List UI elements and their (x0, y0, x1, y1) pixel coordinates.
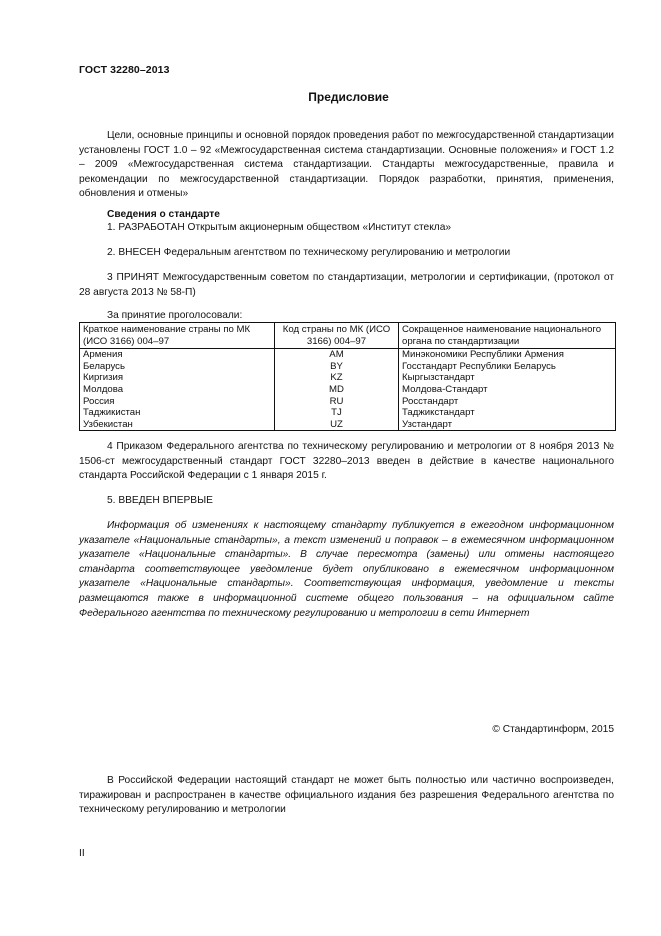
voting-countries-table (79, 322, 616, 431)
country-name: Киргизия (80, 372, 275, 384)
country-code: RU (275, 396, 399, 408)
page-number: II (79, 848, 85, 859)
table-row (80, 396, 616, 408)
intro-paragraph: Цели, основные принципы и основной порядок проведения работ по межгосударственной стандартизации установлены ГОСТ 1.0 – 92 «Межгосударственная система стандартизации. Основные положения» и ГОСТ 1.2 – 2009 «Межгосударственная система стандартизации. Стандарты межгосударственные, правила и рекомендации по межгосударственной стандартизации. Порядок разработки, принятия, применения, обновления и отмены» (79, 130, 614, 200)
header-country-name: Краткое наименование страны по МК (ИСО 3166) 004–97 (80, 323, 275, 349)
legal-notice: В Российской Федерации настоящий стандарт не может быть полностью или частично воспроизведен, тиражирован и распространен в качестве официального издания без разрешения Федерального агентства по техническому регулированию и метрологии (79, 775, 614, 816)
page-title (0, 90, 661, 104)
national-body: Госстандарт Республики Беларусь (399, 361, 616, 373)
document-code: ГОСТ 32280–2013 (79, 64, 170, 76)
table-row (80, 372, 616, 384)
item-developed: 1. РАЗРАБОТАН Открытым акционерным обществом «Институт стекла» (107, 222, 452, 233)
table-row (80, 361, 616, 373)
copyright-notice: © Стандартинформ, 2015 (492, 724, 614, 735)
table-row (80, 349, 616, 361)
country-name: Россия (80, 396, 275, 408)
header-national-body: Сокращенное наименование национального органа по стандартизации (399, 323, 616, 349)
country-code: UZ (275, 419, 399, 431)
country-code: TJ (275, 407, 399, 419)
country-code: AM (275, 349, 399, 361)
national-body: Узстандарт (399, 419, 616, 431)
voted-label: За принятие проголосовали: (107, 310, 243, 321)
country-name: Таджикистан (80, 407, 275, 419)
national-body: Кыргызстандарт (399, 372, 616, 384)
country-name: Беларусь (80, 361, 275, 373)
national-body: Минэкономики Республики Армения (399, 349, 616, 361)
country-code: KZ (275, 372, 399, 384)
item-adopted: 3 ПРИНЯТ Межгосударственным советом по стандартизации, метрологии и сертификации, (протокол от 28 августа 2013 № 58-П) (79, 272, 614, 298)
item-submitted: 2. ВНЕСЕН Федеральным агентством по техническому регулированию и метрологии (107, 247, 511, 258)
info-paragraph: Информация об изменениях к настоящему стандарту публикуется в ежегодном информационном указателе «Национальные стандарты», а текст изменений и поправок – в ежемесячном информационном указателе «Национальные стандарты». В случае пересмотра (замены) или отмены настоящего стандарта соответствующее уведомление будет опубликовано в ежемесячном информационном указателе «Национальные стандарты». Соответствующая информация, уведомление и тексты размещаются также в информационной системе общего пользования – на официальном сайте Федерального агентства по техническому регулированию и метрологии в сети Интернет (79, 520, 614, 619)
country-code: MD (275, 384, 399, 396)
table-header-row (80, 323, 616, 349)
header-country-code: Код страны по МК (ИСО 3166) 004–97 (275, 323, 399, 349)
table-row (80, 419, 616, 431)
table-row (80, 407, 616, 419)
country-name: Армения (80, 349, 275, 361)
national-body: Молдова-Стандарт (399, 384, 616, 396)
national-body: Росстандарт (399, 396, 616, 408)
country-code: BY (275, 361, 399, 373)
item-introduced-first: 5. ВВЕДЕН ВПЕРВЫЕ (107, 495, 213, 506)
country-name: Молдова (80, 384, 275, 396)
table-row (80, 384, 616, 396)
country-name: Узбекистан (80, 419, 275, 431)
about-heading: Сведения о стандарте (107, 209, 220, 220)
title-text: Предисловие (308, 90, 389, 104)
item-enacted: 4 Приказом Федерального агентства по техническому регулированию и метрологии от 8 ноября 2013 № 1506-ст межгосударственный стандарт ГОСТ 32280–2013 введен в действие в качестве национального стандарта Российской Федерации с 1 января 2015 г. (79, 441, 614, 482)
national-body: Таджикстандарт (399, 407, 616, 419)
